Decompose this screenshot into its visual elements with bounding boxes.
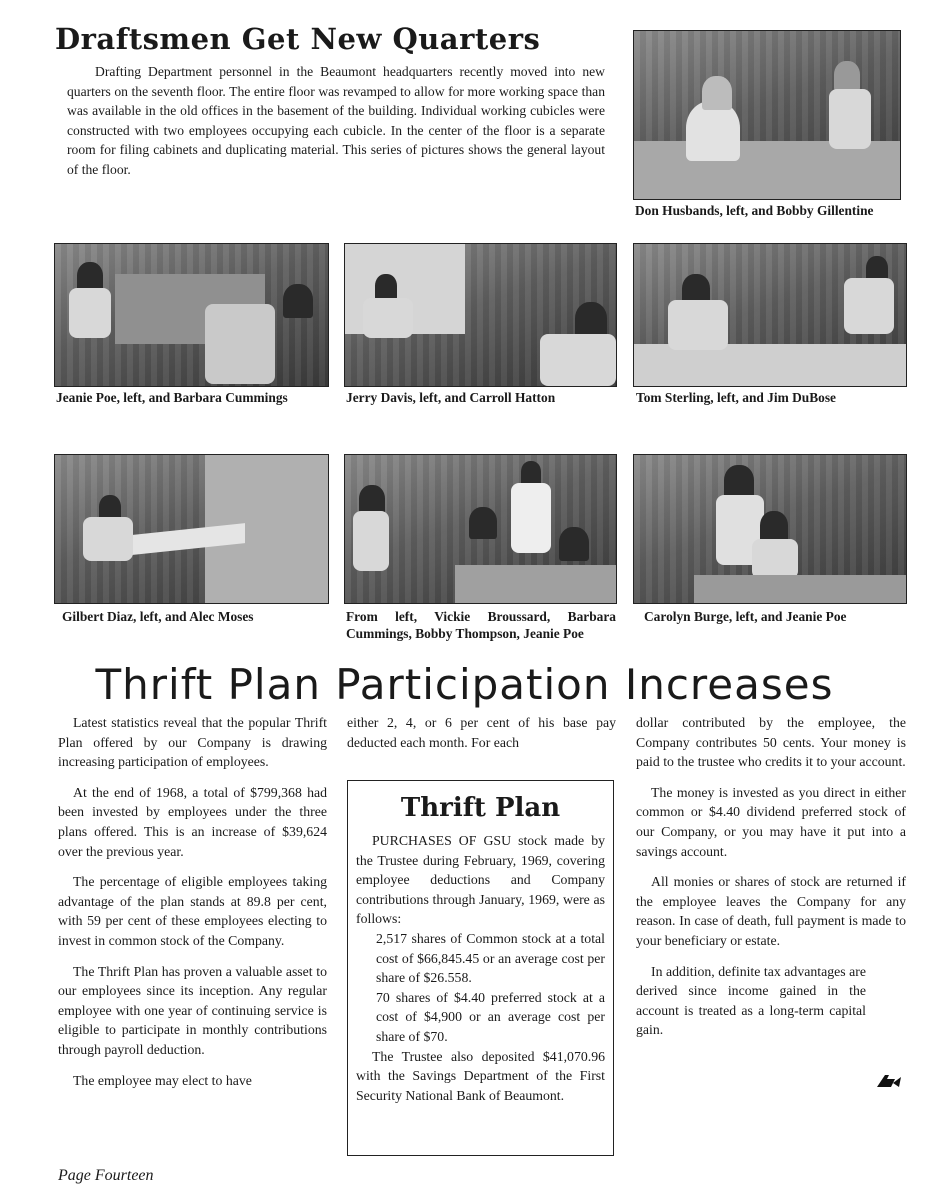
photo-broussard-group <box>344 454 617 604</box>
caption-photo-3: Jerry Davis, left, and Carroll Hatton <box>346 390 556 405</box>
col2-paragraph: either 2, 4, or 6 per cent of his base pay deducted each month. For each <box>347 715 616 750</box>
caption-photo-4: Tom Sterling, left, and Jim DuBose <box>636 390 837 405</box>
col1-paragraph: The employee may elect to have <box>73 1072 252 1088</box>
caption-photo-6: From left, Vickie Broussard, Barbara Cummings, Bobby Thompson, Jeanie Poe <box>346 609 616 641</box>
column-2-top <box>347 713 616 763</box>
end-mark-icon <box>875 1073 903 1089</box>
box-paragraph: The Trustee also deposited $41,070.96 with the Savings Department of the First Security National Bank of Beaumont. <box>356 1048 605 1103</box>
caption-photo-1: Don Husbands, left, and Bobby Gillentine <box>635 203 874 218</box>
photo-sterling-dubose <box>633 243 907 387</box>
box-paragraph: PURCHASES OF GSU stock made by the Trustee during February, 1969, covering employee deductions and Company contributions through January, 1969, were as follows: <box>356 833 605 927</box>
caption-photo-7: Carolyn Burge, left, and Jeanie Poe <box>644 609 847 624</box>
box-paragraph: 2,517 shares of Common stock at a total cost of $66,845.45 or an average cost per share of $26.558. <box>376 930 605 986</box>
article-intro <box>67 62 605 180</box>
photo-diaz-moses <box>54 454 329 604</box>
photo-burge-poe <box>633 454 907 604</box>
col1-paragraph: The Thrift Plan has proven a valuable asset to our employees since its inception. Any regular employee with one year of continuing service is eligible to participate in monthly contributions through payroll deduction. <box>58 963 327 1057</box>
caption-photo-2: Jeanie Poe, left, and Barbara Cummings <box>56 390 288 405</box>
intro-paragraph: Drafting Department personnel in the Beaumont headquarters recently moved into new quarters on the seventh floor. The entire floor was revamped to allow for more working space than was available in the old offices in the basement of the building. Individual working cubicles were constructed with two employees occupying each cubicle. In the center of the floor is a separate room for filing cabinets and duplicating material. This series of pictures shows the general layout of the floor. <box>67 64 605 177</box>
thrift-plan-box <box>347 780 614 1156</box>
column-1 <box>58 713 327 1101</box>
col3-paragraph: All monies or shares of stock are returned if the employee leaves the Company for any reason. In case of death, full payment is made to your beneficiary or estate. <box>636 874 906 948</box>
column-3 <box>636 713 906 1051</box>
col3-paragraph: dollar contributed by the employee, the Company contributes 50 cents. Your money is paid to the trustee who credits it to your account. <box>636 715 906 770</box>
headline-draftsmen: Draftsmen Get New Quarters <box>55 22 541 56</box>
headline-thrift-plan: Thrift Plan Participation Increases <box>95 660 834 709</box>
photo-davis-hatton <box>344 243 617 387</box>
photo-poe-cummings <box>54 243 329 387</box>
page-number: Page Fourteen <box>58 1167 154 1184</box>
col3-paragraph: In addition, definite tax advantages are derived since income gained in the account is treated as a long-term capital gain. <box>636 963 866 1038</box>
col1-paragraph: Latest statistics reveal that the popular Thrift Plan offered by our Company is drawing increasing participation of employees. <box>58 715 327 770</box>
photo-husbands-gillentine <box>633 30 901 200</box>
box-title: Thrift Plan <box>400 793 561 823</box>
caption-photo-5: Gilbert Diaz, left, and Alec Moses <box>62 609 254 624</box>
col3-paragraph: The money is invested as you direct in either common or $4.40 dividend preferred stock of our Company, or you may have it put into a savings account. <box>636 784 906 859</box>
box-paragraph: 70 shares of $4.40 preferred stock at a cost of $4,900 or an average cost per share of $70. <box>376 989 605 1044</box>
col1-paragraph: The percentage of eligible employees taking advantage of the plan stands at 89.8 per cent, with 59 per cent of these employees electing to invest in common stock of the Company. <box>58 874 327 948</box>
col1-paragraph: At the end of 1968, a total of $799,368 had been invested by employees under the three plans offered. This is an increase of $39,624 over the previous year. <box>58 784 327 859</box>
